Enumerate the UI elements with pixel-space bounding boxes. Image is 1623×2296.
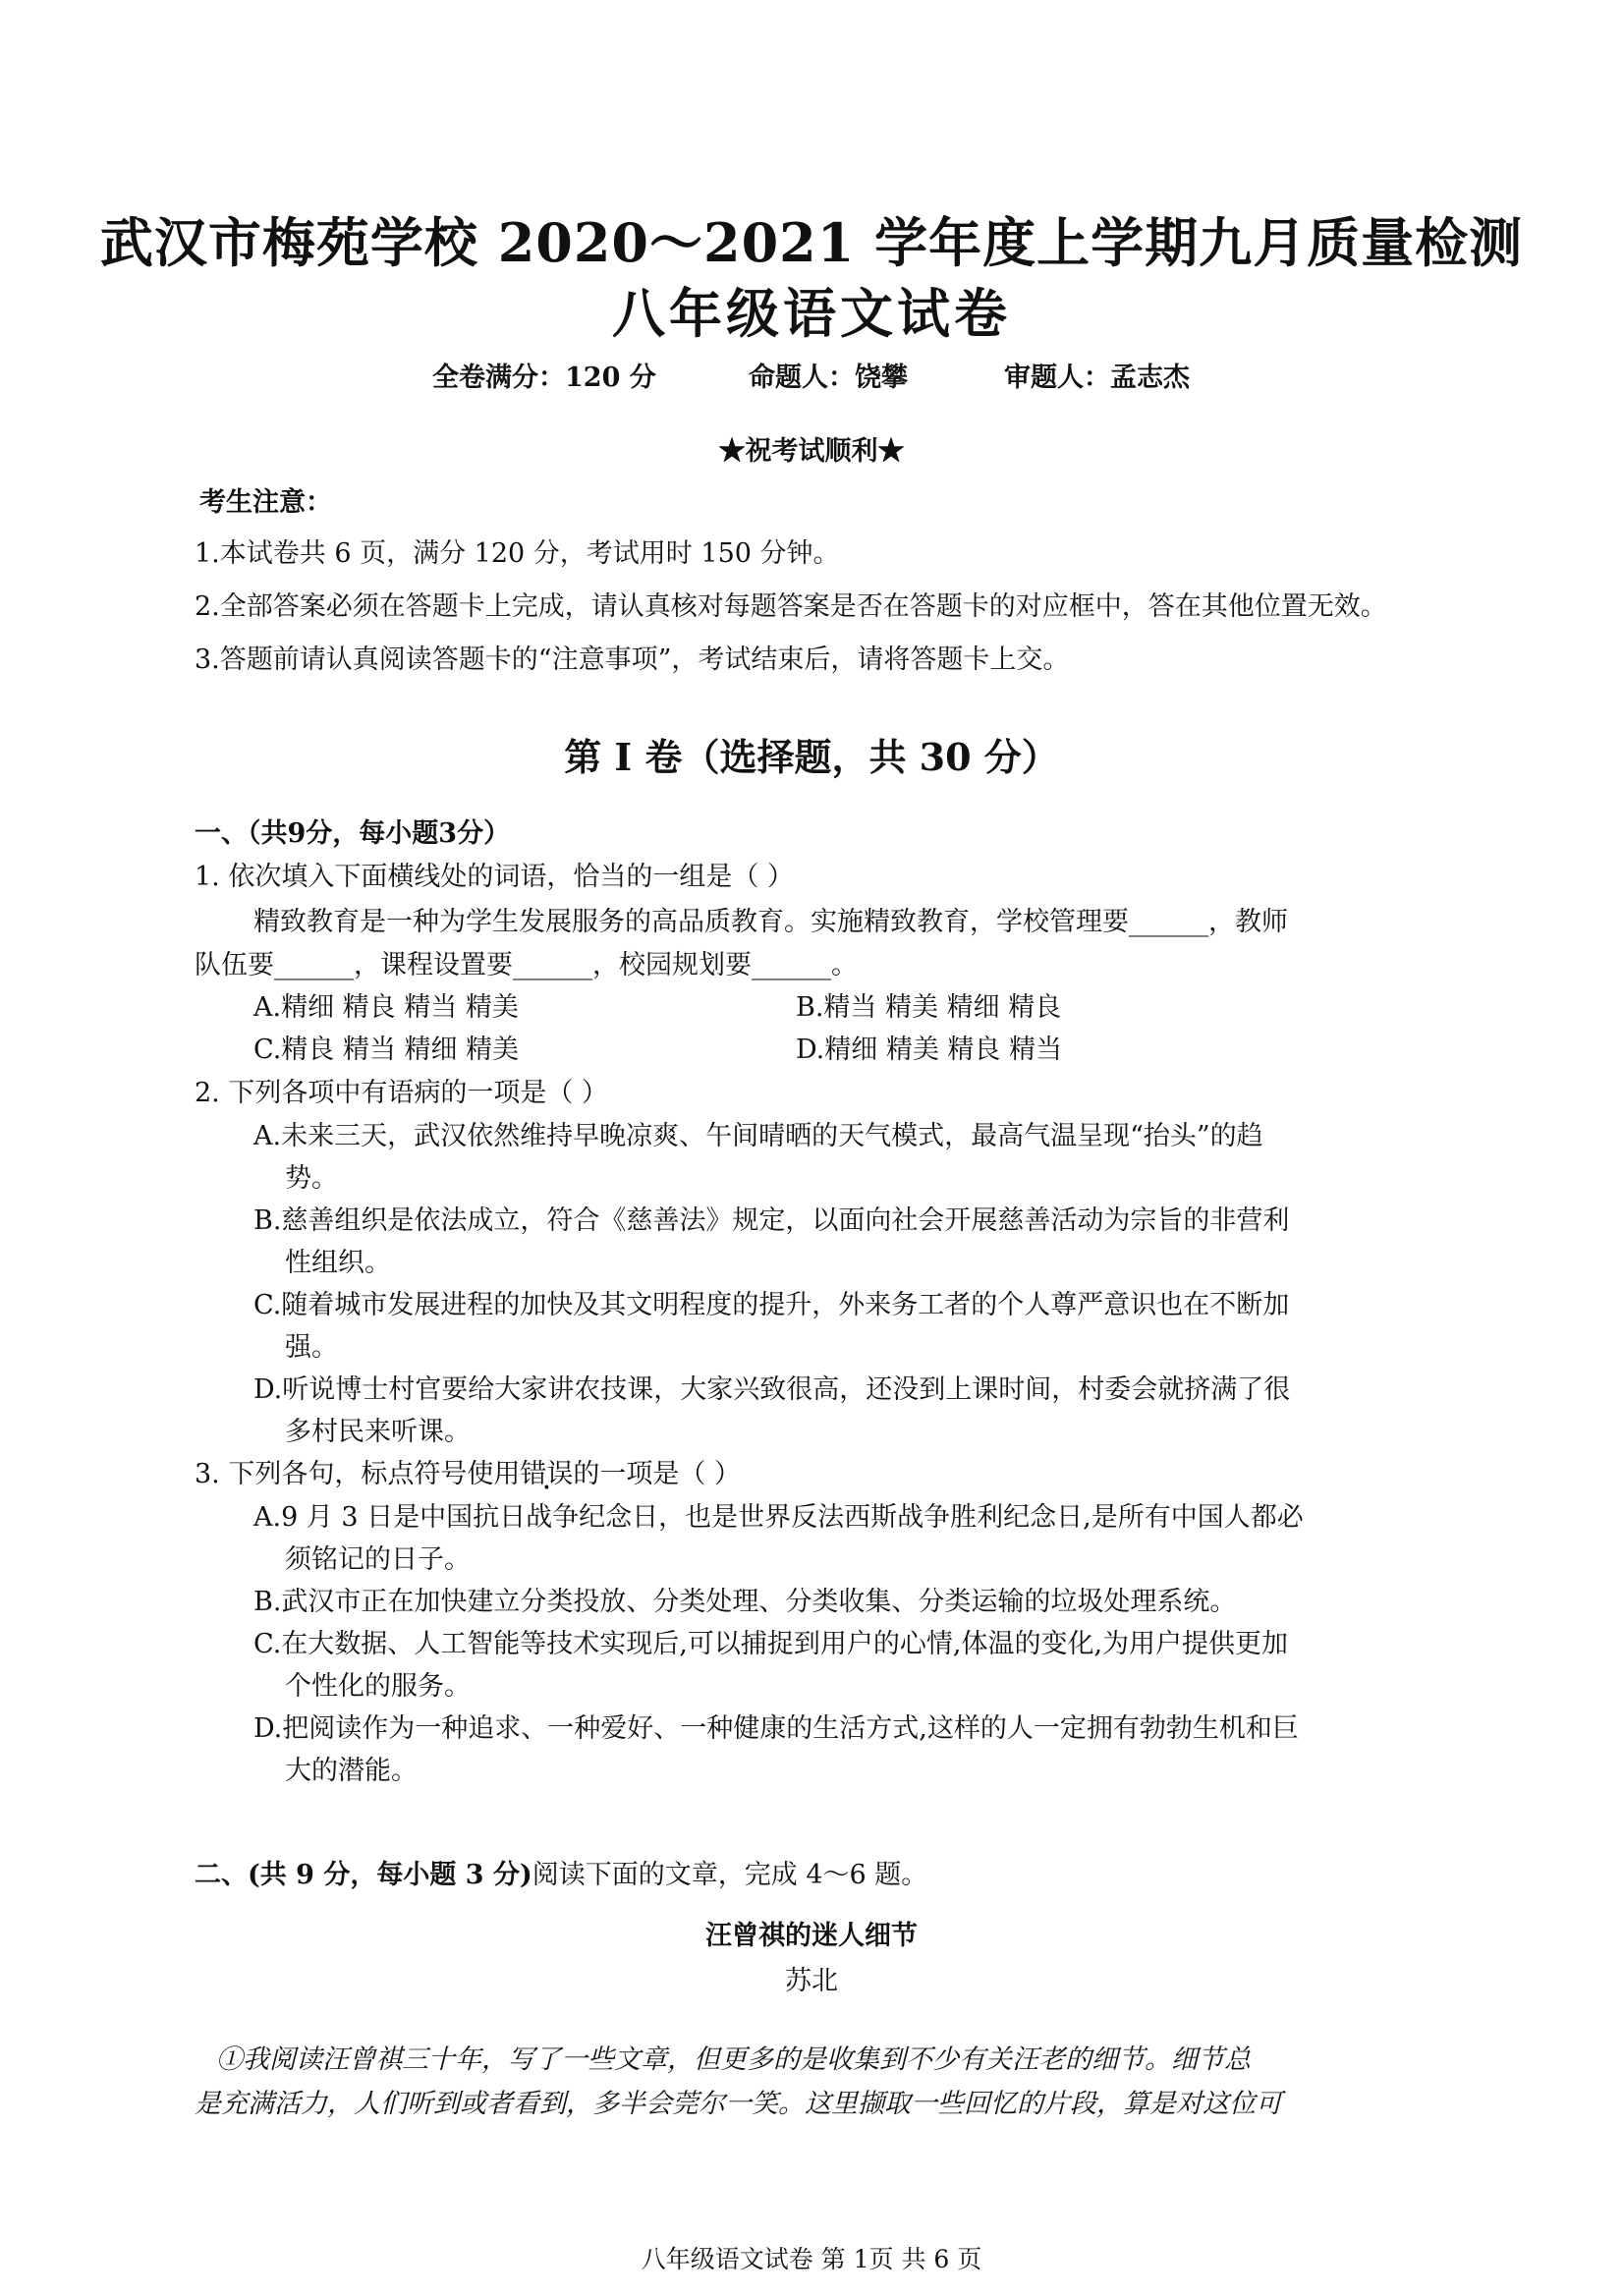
- q3-option-c-line1: C.在大数据、人工智能等技术实现后,可以捕捉到用户的心情,体温的变化,为用户提供更加: [253, 1629, 1289, 1659]
- notice-item-1: 1.本试卷共 6 页，满分 120 分，考试用时 150 分钟。: [195, 538, 840, 569]
- q2-stem: 2. 下列各项中有语病的一项是（ ）: [195, 1078, 608, 1108]
- article-title: 汪曾祺的迷人细节: [705, 1921, 918, 1951]
- q2-option-d-line1: D.听说博士村官要给大家讲农技课，大家兴致很高，还没到上课时间，村委会就挤满了很: [253, 1374, 1291, 1405]
- q1-text-line2: 队伍要______，课程设置要______，校园规划要______。: [195, 950, 858, 980]
- notice-item-3: 3.答题前请认真阅读答题卡的“注意事项”，考试结束后，请将答题卡上交。: [195, 644, 1070, 675]
- good-luck-line: ★祝考试顺利★: [718, 436, 905, 467]
- part2-heading-bold: 二、(共 9 分，每小题 3 分): [195, 1860, 532, 1890]
- notice-item-2: 2.全部答案必须在答题卡上完成，请认真核对每题答案是否在答题卡的对应框中，答在其他位置无效。: [195, 591, 1387, 622]
- q2-option-a-line1: A.未来三天，武汉依然维持早晚凉爽、午间晴晒的天气模式，最高气温呈现“抬头”的趋: [253, 1121, 1263, 1151]
- q2-option-c-line1: C.随着城市发展进程的加快及其文明程度的提升，外来务工者的个人尊严意识也在不断加: [253, 1290, 1290, 1320]
- page-footer: 八年级语文试卷 第 1页 共 6 页: [641, 2245, 982, 2273]
- q2-option-b-line2: 性组织。: [285, 1248, 391, 1278]
- q3-option-a-line2: 须铭记的日子。: [285, 1544, 471, 1575]
- part1-heading: 一、（共9分，每小题3分）: [195, 818, 511, 849]
- q3-stem-post: 的一项是（ ）: [573, 1459, 741, 1489]
- q1-option-c: C.精良 精当 精细 精美: [253, 1035, 520, 1065]
- q1-stem: 1. 依次填入下面横线处的词语，恰当的一组是（ ）: [195, 862, 794, 892]
- setter: 命题人：饶攀: [749, 363, 908, 393]
- full-score: 全卷满分：120 分: [432, 363, 656, 393]
- q3-stem: [195, 1458, 741, 1491]
- q1-option-d: D.精细 精美 精良 精当: [796, 1035, 1063, 1065]
- exam-title-line2: 八年级语文试卷: [612, 282, 1011, 345]
- q1-text-line1: 精致教育是一种为学生发展服务的高品质教育。实施精致教育，学校管理要______，教师: [253, 907, 1288, 937]
- q2-option-c-line2: 强。: [285, 1332, 338, 1363]
- q3-option-d-line2: 大的潜能。: [285, 1756, 418, 1786]
- exam-title-line1: 武汉市梅苑学校 2020～2021 学年度上学期九月质量检测: [99, 211, 1524, 274]
- reviewer: 审题人：孟志杰: [1004, 363, 1190, 393]
- q3-stem-pre: 3. 下列各句，标点符号使用: [195, 1459, 521, 1489]
- article-author: 苏北: [785, 1966, 838, 1996]
- section-title: 第 I 卷（选择题，共 30 分）: [564, 735, 1059, 779]
- article-para1-line2: 是充满活力，人们听到或者看到，多半会莞尔一笑。这里撷取一些回忆的片段，算是对这位可: [195, 2089, 1282, 2119]
- part2-heading-rest: 阅读下面的文章，完成 4～6 题。: [532, 1860, 928, 1890]
- notice-heading: 考生注意：: [199, 487, 332, 518]
- part2-heading: [195, 1859, 927, 1892]
- q3-option-d-line1: D.把阅读作为一种追求、一种爱好、一种健康的生活方式,这样的人一定拥有勃勃生机和巨: [253, 1713, 1299, 1744]
- q2-option-d-line2: 多村民来听课。: [285, 1417, 471, 1447]
- q3-option-b-line1: B.武汉市正在加快建立分类投放、分类处理、分类收集、分类运输的垃圾处理系统。: [253, 1587, 1237, 1617]
- q3-stem-emphasis: 错误: [520, 1459, 574, 1489]
- q3-option-c-line2: 个性化的服务。: [285, 1671, 471, 1702]
- q2-option-a-line2: 势。: [285, 1163, 338, 1194]
- article-para1-line1: ①我阅读汪曾祺三十年，写了一些文章，但更多的是收集到不少有关汪老的细节。细节总: [216, 2044, 1251, 2075]
- q3-option-a-line1: A.9 月 3 日是中国抗日战争纪念日，也是世界反法西斯战争胜利纪念日,是所有中国人都必: [253, 1502, 1304, 1533]
- q2-option-b-line1: B.慈善组织是依法成立，符合《慈善法》规定，以面向社会开展慈善活动为宗旨的非营利: [253, 1205, 1290, 1236]
- q1-option-a: A.精细 精良 精当 精美: [253, 992, 519, 1023]
- q1-option-b: B.精当 精美 精细 精良: [796, 992, 1062, 1023]
